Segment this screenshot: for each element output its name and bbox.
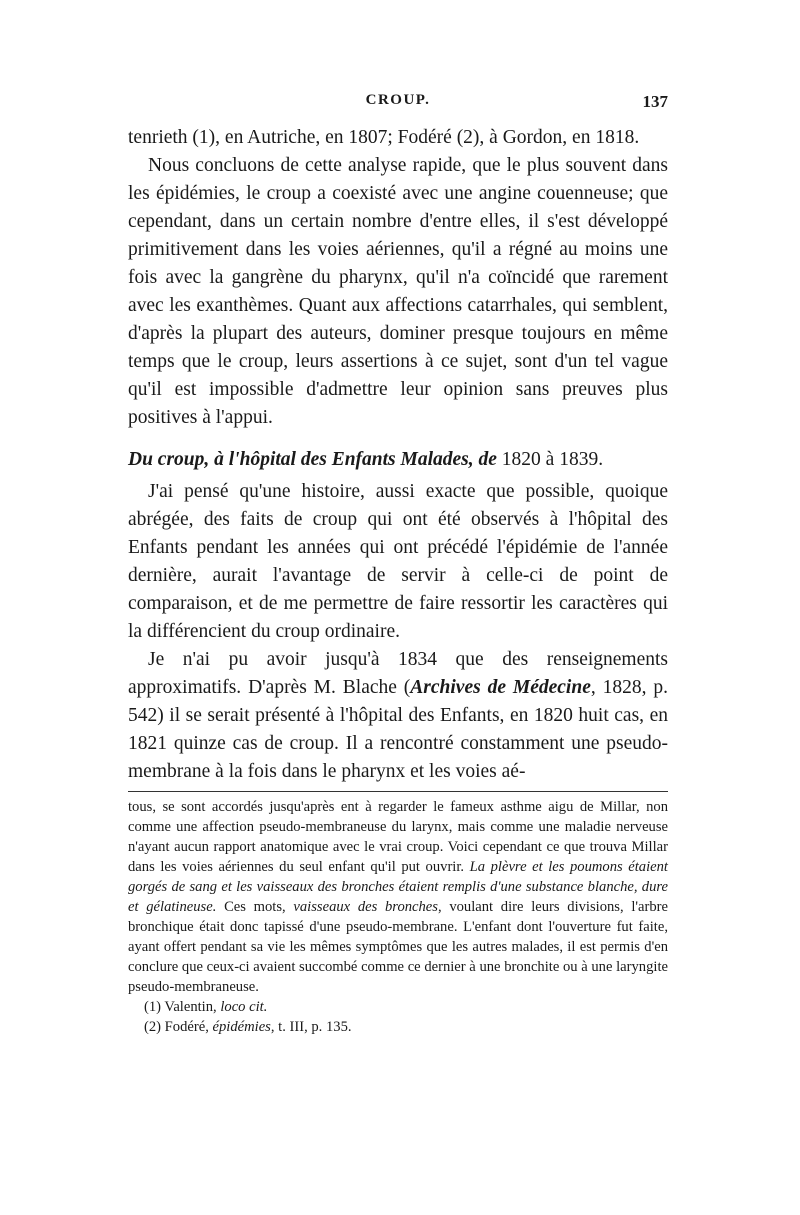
footnotes [128, 797, 668, 1037]
section-heading-title: Du croup, à l'hôpital des Enfants Malades, de [128, 449, 497, 470]
paragraph-continuation: tenrieth (1), en Autriche, en 1807; Fodéré (2), à Gordon, en 1818. [128, 127, 640, 148]
journal-title: Archives de Médecine [410, 677, 591, 698]
section-heading [128, 446, 668, 474]
footnote-text-start: tous, se sont accordés jusqu'après ent à regarder le fameux asthme aigu de Millar, non comme une affection pseudo-membraneuse du larynx, mais comme une maladie nerveuse n'ayant aucun rapport anatomique avec le vrai croup. Voici cependant ce que trouva Millar dans les voies aériennes du seul enfant qu'il put ouvrir. [128, 799, 668, 875]
footnote-2 [144, 1017, 668, 1037]
footnote-2-author: (2) Fodéré, [144, 1019, 213, 1035]
footnote-quote: La plèvre et les poumons étaient gorgés de sang et les vaisseaux des bronches étaient remplis d'une substance blanche, dure et gélatineuse. [128, 859, 668, 915]
footnote-1-cite: loco cit. [220, 999, 268, 1015]
page-number: 137 [642, 92, 668, 111]
footnote-text-end: , voulant dire leurs divisions, l'arbre bronchique était donc tapissé d'une pseudo-membrane. L'enfant dont l'ouverture fut faite, ayant offert pendant sa vie les mêmes symptômes que les autres malades, il est permis d'en conclure que ceux-ci avaient succombé comme ce dernier à une bronchite ou à une laryngite pseudo-membraneuse. [128, 899, 668, 995]
paragraph-blache-end: , 1828, p. 542) il se serait présenté à l'hôpital des Enfants, en 1820 huit cas, en 1821 quinze cas de croup. Il a rencontré constamment une pseudo-membrane à la fois dans le pharynx et les voies aé- [128, 677, 668, 782]
section-heading-dates: 1820 à 1839. [501, 449, 604, 470]
paragraph-conclusion: Nous concluons de cette analyse rapide, que le plus souvent dans les épidémies, le croup a coexisté avec une angine couenneuse; que cependant, dans un certain nombre d'entre elles, il s'est développé primitivement dans les voies aériennes, qu'il a régné au moins une fois avec la gangrène du pharynx, qu'il n'a coïncidé que rarement avec les exanthèmes. Quant aux affections catarrhales, qui semblent, d'après la plupart des auteurs, dominer presque toujours en même temps que le croup, leurs assertions à ce sujet, sont d'un tel vague qu'il est impossible d'admettre leur opinion sans preuves plus positives à l'appui. [128, 155, 668, 428]
footnote-2-end: , t. III, p. 135. [270, 1019, 352, 1035]
footnote-term: vaisseaux des bronches [293, 899, 438, 915]
footnote-1-author: (1) Valentin, [144, 999, 221, 1015]
footnote-text-mid: Ces mots, [216, 899, 294, 915]
footnote-divider [128, 791, 668, 792]
paragraph-blache [128, 646, 668, 786]
footnote-continuation [128, 797, 668, 997]
main-text [128, 124, 668, 786]
paragraph-history: J'ai pensé qu'une histoire, aussi exacte que possible, quoique abrégée, des faits de croup qui ont été observés à l'hôpital des Enfants pendant les années qui ont précédé l'épidémie de l'année dernière, aurait l'avantage de servir à celle-ci de point de comparaison, et de me permettre de faire ressortir les caractères qui la différencient du croup ordinaire. [128, 481, 668, 642]
page-header [128, 92, 668, 120]
running-head: CROUP. [365, 92, 431, 108]
footnote-1 [144, 997, 668, 1017]
paragraph-blache-start: Je n'ai pu avoir jusqu'à 1834 que des renseignements approximatifs. D'après M. Blache ( [128, 649, 668, 698]
footnote-2-cite: épidémies [212, 1019, 271, 1035]
